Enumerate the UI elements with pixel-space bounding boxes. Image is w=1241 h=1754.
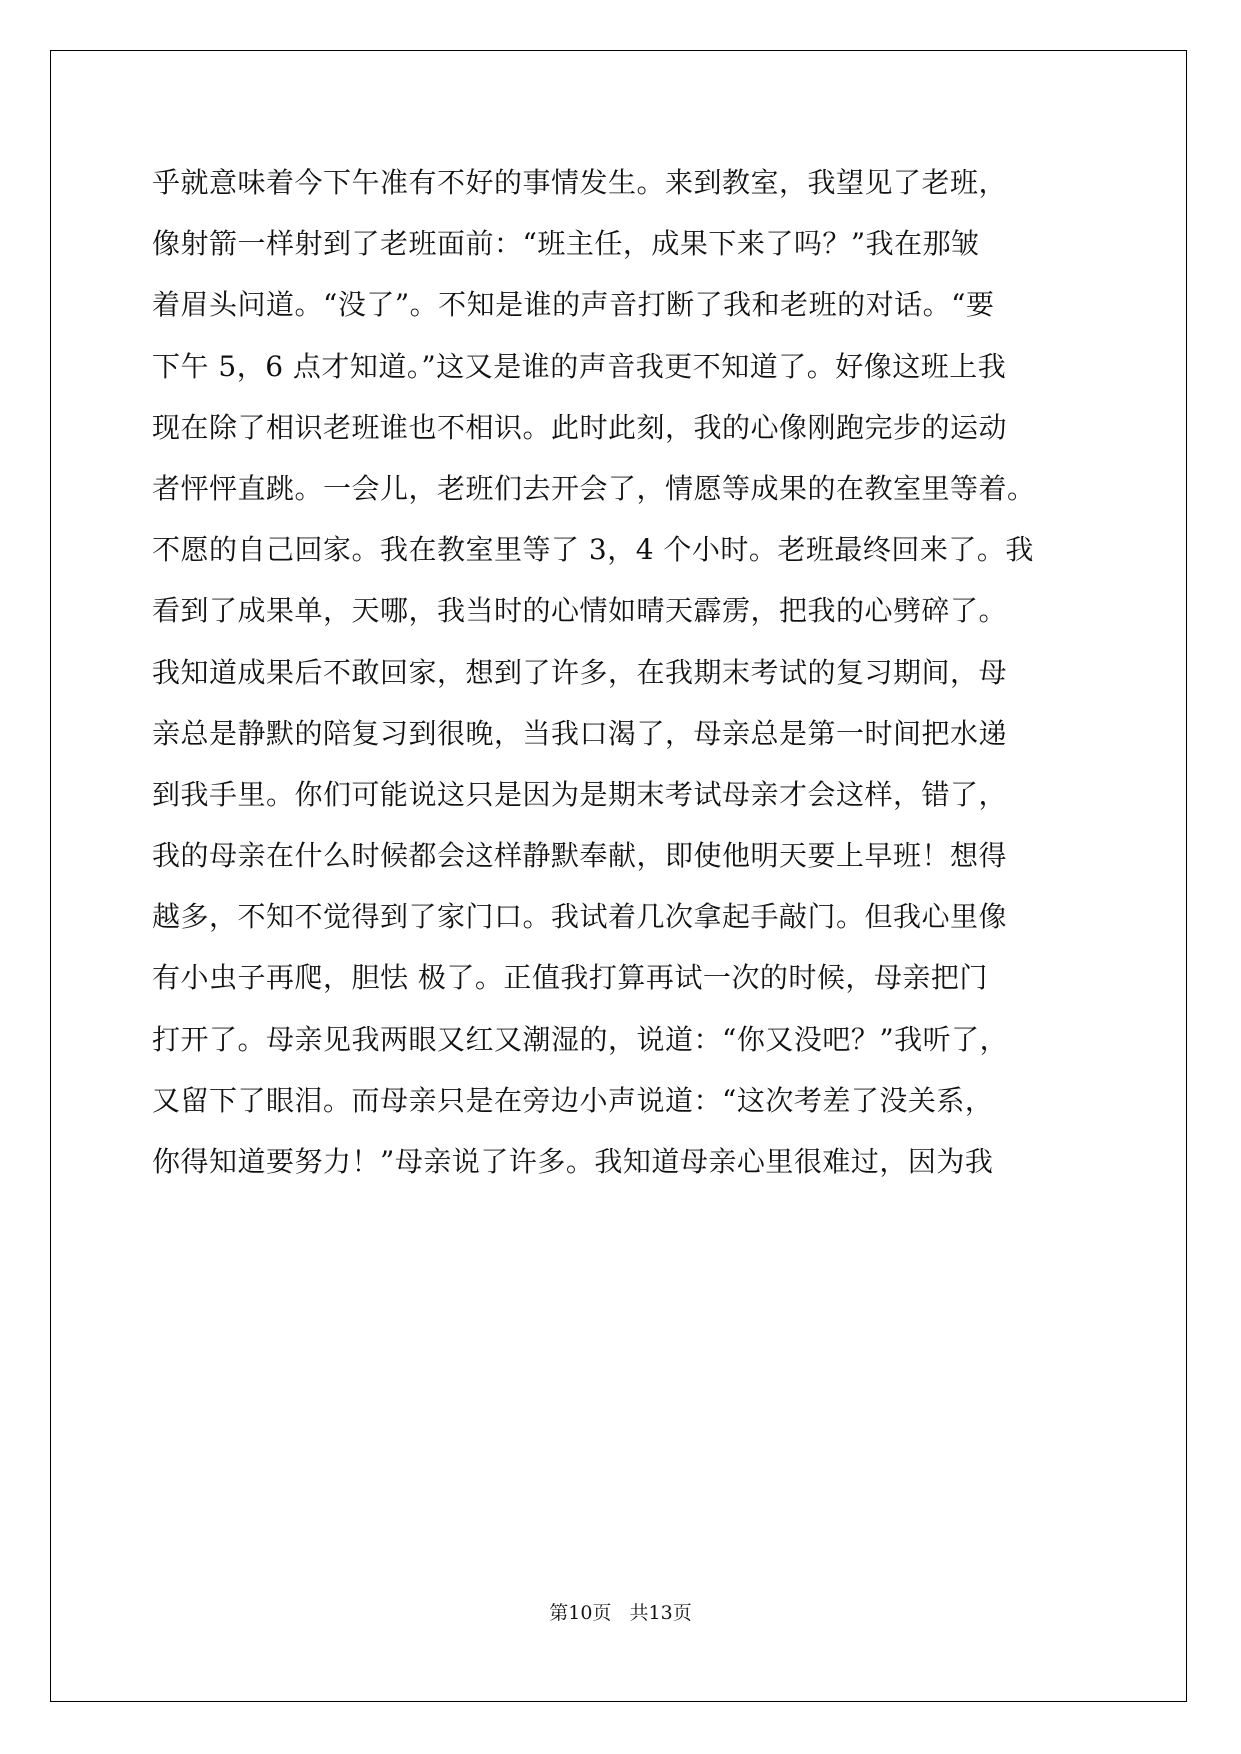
text-line: 乎就意味着今下午准有不好的事情发生。来到教室，我望见了老班， (152, 166, 1008, 199)
text-line: 打开了。母亲见我两眼又红又潮湿的，说道：“你又没吧？”我听了， (152, 1022, 1009, 1056)
text-line: 下午 5，6 点才知道。”这又是谁的声音我更不知道了。好像这班上我 (152, 349, 1007, 383)
text-line: 现在除了相识老班谁也不相识。此时此刻，我的心像刚跑完步的运动 (152, 410, 1008, 444)
text-line: 你得知道要努力！”母亲说了许多。我知道母亲心里很难过，因为我 (152, 1145, 994, 1178)
text-line: 亲总是静默的陪复习到很晚，当我口渴了，母亲总是第一时间把水递 (152, 716, 1008, 750)
text-line: 有小虫子再爬，胆怯 极了。正值我打算再试一次的时候，母亲把门 (152, 961, 988, 995)
text-line: 我的母亲在什么时候都会这样静默奉献，即使他明天要上早班！想得 (152, 839, 1008, 873)
text-line: 越多，不知不觉得到了家门口。我试着几次拿起手敲门。但我心里像 (152, 900, 1008, 934)
page-number-footer: 第10页 共13页 (549, 1602, 692, 1624)
text-line: 不愿的自己回家。我在教室里等了 3，4 个小时。老班最终回来了。我 (152, 533, 1034, 567)
text-line: 像射箭一样射到了老班面前：“班主任，成果下来了吗？”我在那皱 (152, 227, 980, 261)
text-line: 到我手里。你们可能说这只是因为是期末考试母亲才会这样，错了， (152, 777, 1008, 811)
text-line: 着眉头问道。“没了”。不知是谁的声音打断了我和老班的对话。“要 (152, 288, 995, 322)
text-line: 者怦怦直跳。一会儿，老班们去开会了，情愿等成果的在教室里等着。 (152, 471, 1036, 505)
text-line: 又留下了眼泪。而母亲只是在旁边小声说道：“这次考差了没关系， (152, 1083, 994, 1117)
text-line: 看到了成果单，天哪，我当时的心情如晴天霹雳，把我的心劈碎了。 (152, 594, 1008, 628)
text-line: 我知道成果后不敢回家，想到了许多，在我期末考试的复习期间，母 (152, 655, 1008, 689)
body-text (152, 152, 1092, 1192)
